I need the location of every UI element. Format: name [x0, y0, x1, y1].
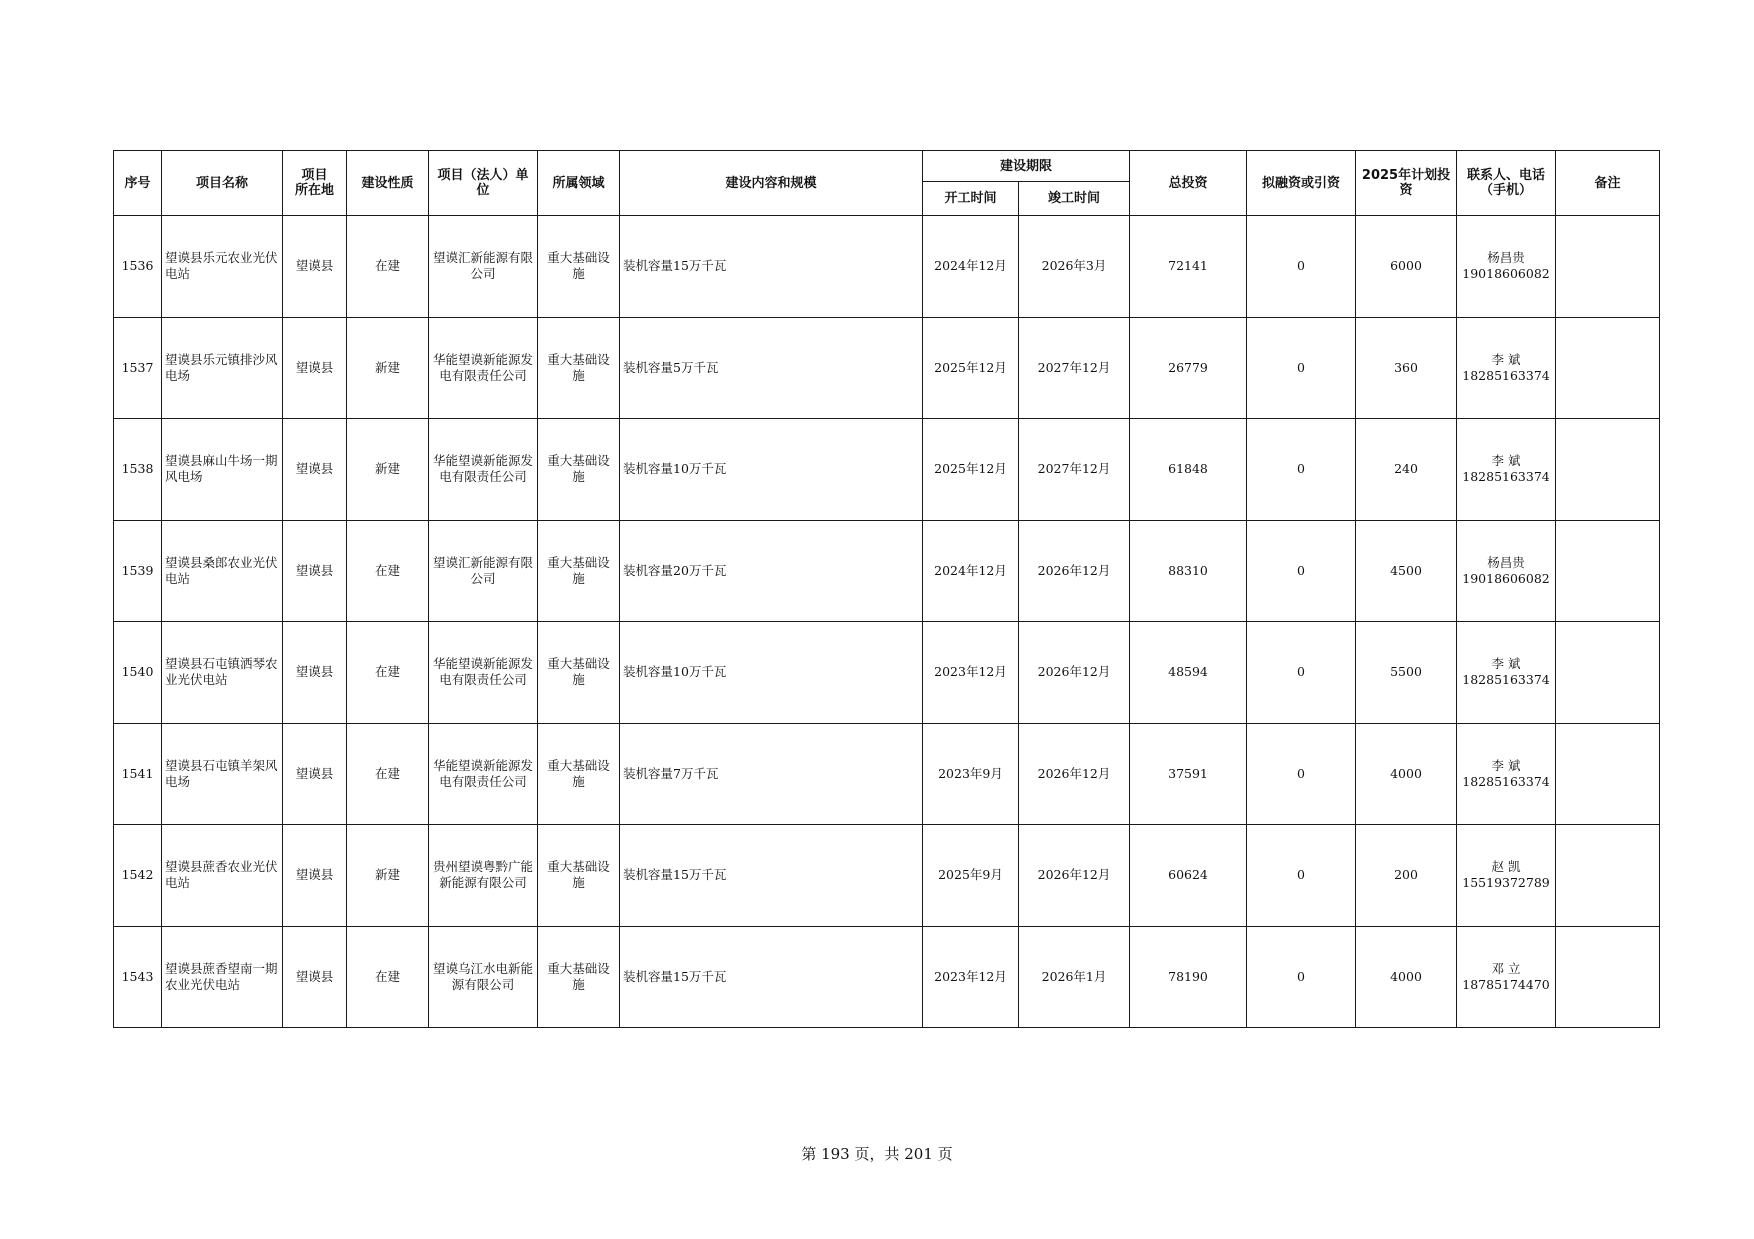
contact-name: 杨昌贵 — [1487, 554, 1525, 570]
cell-remark — [1556, 520, 1660, 622]
cell-field: 重大基础设施 — [538, 419, 620, 521]
table-row — [114, 825, 1660, 927]
cell-unit: 贵州望谟粤黔广能新能源有限公司 — [429, 825, 538, 927]
cell-contact — [1457, 825, 1556, 927]
contact-phone: 15519372789 — [1462, 875, 1550, 891]
table-row — [114, 622, 1660, 724]
cell-end: 2026年12月 — [1019, 520, 1130, 622]
cell-start: 2025年12月 — [923, 317, 1019, 419]
cell-name: 望谟县石屯镇羊架风电场 — [162, 723, 283, 825]
cell-name: 望谟县乐元农业光伏电站 — [162, 216, 283, 318]
cell-financing: 0 — [1247, 926, 1356, 1028]
cell-contact — [1457, 723, 1556, 825]
cell-seq: 1539 — [114, 520, 162, 622]
header-content: 建设内容和规模 — [620, 151, 923, 216]
cell-field: 重大基础设施 — [538, 216, 620, 318]
cell-location: 望谟县 — [283, 622, 347, 724]
cell-seq: 1543 — [114, 926, 162, 1028]
header-unit: 项目（法人）单位 — [429, 151, 538, 216]
cell-financing: 0 — [1247, 317, 1356, 419]
cell-unit: 华能望谟新能源发电有限责任公司 — [429, 723, 538, 825]
cell-unit: 望谟汇新能源有限公司 — [429, 520, 538, 622]
cell-plan: 4500 — [1356, 520, 1457, 622]
header-total: 总投资 — [1130, 151, 1247, 216]
header-contact-line1: 联系人、电话 — [1467, 168, 1546, 183]
cell-plan: 5500 — [1356, 622, 1457, 724]
contact-name: 杨昌贵 — [1487, 250, 1525, 266]
cell-start: 2023年9月 — [923, 723, 1019, 825]
cell-nature: 在建 — [347, 926, 429, 1028]
cell-total: 61848 — [1130, 419, 1247, 521]
cell-contact — [1457, 622, 1556, 724]
cell-financing: 0 — [1247, 723, 1356, 825]
cell-location: 望谟县 — [283, 419, 347, 521]
page-number: 第 193 页，共 201 页 — [801, 1145, 953, 1163]
cell-nature: 在建 — [347, 723, 429, 825]
cell-contact — [1457, 520, 1556, 622]
header-location — [283, 151, 347, 216]
cell-seq: 1540 — [114, 622, 162, 724]
table-row — [114, 926, 1660, 1028]
contact-name: 李 斌 — [1491, 351, 1521, 367]
cell-location: 望谟县 — [283, 216, 347, 318]
cell-field: 重大基础设施 — [538, 317, 620, 419]
cell-financing: 0 — [1247, 216, 1356, 318]
cell-remark — [1556, 622, 1660, 724]
contact-phone: 18285163374 — [1462, 367, 1550, 383]
cell-total: 48594 — [1130, 622, 1247, 724]
cell-name: 望谟县麻山牛场一期风电场 — [162, 419, 283, 521]
cell-remark — [1556, 317, 1660, 419]
cell-start: 2024年12月 — [923, 520, 1019, 622]
cell-nature: 在建 — [347, 520, 429, 622]
cell-seq: 1536 — [114, 216, 162, 318]
cell-end: 2026年3月 — [1019, 216, 1130, 318]
cell-field: 重大基础设施 — [538, 622, 620, 724]
cell-field: 重大基础设施 — [538, 926, 620, 1028]
cell-plan: 4000 — [1356, 926, 1457, 1028]
header-contact-line2: （手机） — [1480, 183, 1533, 198]
cell-start: 2024年12月 — [923, 216, 1019, 318]
cell-content: 装机容量5万千瓦 — [620, 317, 923, 419]
cell-financing: 0 — [1247, 825, 1356, 927]
contact-phone: 18285163374 — [1462, 469, 1550, 485]
cell-seq: 1537 — [114, 317, 162, 419]
cell-contact — [1457, 419, 1556, 521]
header-remark: 备注 — [1556, 151, 1660, 216]
cell-remark — [1556, 825, 1660, 927]
cell-field: 重大基础设施 — [538, 520, 620, 622]
contact-phone: 19018606082 — [1462, 570, 1550, 586]
cell-start: 2023年12月 — [923, 926, 1019, 1028]
cell-start: 2023年12月 — [923, 622, 1019, 724]
cell-total: 37591 — [1130, 723, 1247, 825]
cell-total: 60624 — [1130, 825, 1247, 927]
cell-content: 装机容量15万千瓦 — [620, 825, 923, 927]
cell-plan: 6000 — [1356, 216, 1457, 318]
cell-location: 望谟县 — [283, 825, 347, 927]
cell-start: 2025年9月 — [923, 825, 1019, 927]
cell-nature: 在建 — [347, 622, 429, 724]
contact-name: 李 斌 — [1491, 757, 1521, 773]
cell-location: 望谟县 — [283, 926, 347, 1028]
cell-seq: 1541 — [114, 723, 162, 825]
cell-name: 望谟县乐元镇排沙风电场 — [162, 317, 283, 419]
cell-end: 2026年12月 — [1019, 723, 1130, 825]
contact-phone: 19018606082 — [1462, 266, 1550, 282]
header-contact — [1457, 151, 1556, 216]
cell-end: 2027年12月 — [1019, 419, 1130, 521]
cell-remark — [1556, 926, 1660, 1028]
contact-name: 赵 凯 — [1491, 859, 1521, 875]
contact-name: 李 斌 — [1491, 453, 1521, 469]
table-row — [114, 419, 1660, 521]
cell-location: 望谟县 — [283, 317, 347, 419]
header-location-line1: 项目 — [301, 168, 328, 183]
table-row — [114, 216, 1660, 318]
cell-content: 装机容量15万千瓦 — [620, 926, 923, 1028]
cell-content: 装机容量7万千瓦 — [620, 723, 923, 825]
cell-seq: 1538 — [114, 419, 162, 521]
cell-unit: 华能望谟新能源发电有限责任公司 — [429, 317, 538, 419]
cell-name: 望谟县蔗香农业光伏电站 — [162, 825, 283, 927]
cell-unit: 华能望谟新能源发电有限责任公司 — [429, 622, 538, 724]
header-start: 开工时间 — [923, 182, 1019, 216]
cell-plan: 200 — [1356, 825, 1457, 927]
cell-nature: 在建 — [347, 216, 429, 318]
contact-phone: 18285163374 — [1462, 672, 1550, 688]
cell-content: 装机容量15万千瓦 — [620, 216, 923, 318]
cell-location: 望谟县 — [283, 520, 347, 622]
table-body — [114, 216, 1660, 1028]
cell-content: 装机容量20万千瓦 — [620, 520, 923, 622]
cell-end: 2027年12月 — [1019, 317, 1130, 419]
header-end: 竣工时间 — [1019, 182, 1130, 216]
cell-end: 2026年1月 — [1019, 926, 1130, 1028]
cell-total: 72141 — [1130, 216, 1247, 318]
header-field: 所属领域 — [538, 151, 620, 216]
cell-contact — [1457, 317, 1556, 419]
cell-total: 88310 — [1130, 520, 1247, 622]
table-row — [114, 317, 1660, 419]
cell-plan: 4000 — [1356, 723, 1457, 825]
contact-phone: 18785174470 — [1462, 976, 1550, 992]
cell-seq: 1542 — [114, 825, 162, 927]
cell-financing: 0 — [1247, 520, 1356, 622]
cell-remark — [1556, 419, 1660, 521]
cell-remark — [1556, 723, 1660, 825]
cell-name: 望谟县石屯镇洒琴农业光伏电站 — [162, 622, 283, 724]
cell-total: 26779 — [1130, 317, 1247, 419]
cell-contact — [1457, 216, 1556, 318]
cell-end: 2026年12月 — [1019, 622, 1130, 724]
header-location-line2: 所在地 — [294, 183, 334, 198]
header-seq: 序号 — [114, 151, 162, 216]
cell-total: 78190 — [1130, 926, 1247, 1028]
cell-name: 望谟县桑郎农业光伏电站 — [162, 520, 283, 622]
cell-unit: 望谟乌江水电新能源有限公司 — [429, 926, 538, 1028]
cell-nature: 新建 — [347, 825, 429, 927]
cell-plan: 240 — [1356, 419, 1457, 521]
cell-end: 2026年12月 — [1019, 825, 1130, 927]
cell-plan: 360 — [1356, 317, 1457, 419]
header-financing: 拟融资或引资 — [1247, 151, 1356, 216]
cell-content: 装机容量10万千瓦 — [620, 419, 923, 521]
header-name: 项目名称 — [162, 151, 283, 216]
contact-name: 邓 立 — [1491, 960, 1521, 976]
cell-financing: 0 — [1247, 419, 1356, 521]
table-row — [114, 723, 1660, 825]
header-plan: 2025年计划投资 — [1356, 151, 1457, 216]
contact-name: 李 斌 — [1491, 656, 1521, 672]
cell-field: 重大基础设施 — [538, 825, 620, 927]
cell-unit: 望谟汇新能源有限公司 — [429, 216, 538, 318]
contact-phone: 18285163374 — [1462, 773, 1550, 789]
cell-nature: 新建 — [347, 317, 429, 419]
cell-name: 望谟县蔗香望南一期农业光伏电站 — [162, 926, 283, 1028]
header-period: 建设期限 — [923, 151, 1130, 182]
cell-contact — [1457, 926, 1556, 1028]
cell-content: 装机容量10万千瓦 — [620, 622, 923, 724]
cell-start: 2025年12月 — [923, 419, 1019, 521]
project-table — [113, 150, 1660, 1028]
cell-field: 重大基础设施 — [538, 723, 620, 825]
header-nature: 建设性质 — [347, 151, 429, 216]
cell-remark — [1556, 216, 1660, 318]
cell-financing: 0 — [1247, 622, 1356, 724]
cell-location: 望谟县 — [283, 723, 347, 825]
table-header — [114, 151, 1660, 216]
cell-nature: 新建 — [347, 419, 429, 521]
cell-unit: 华能望谟新能源发电有限责任公司 — [429, 419, 538, 521]
table-row — [114, 520, 1660, 622]
